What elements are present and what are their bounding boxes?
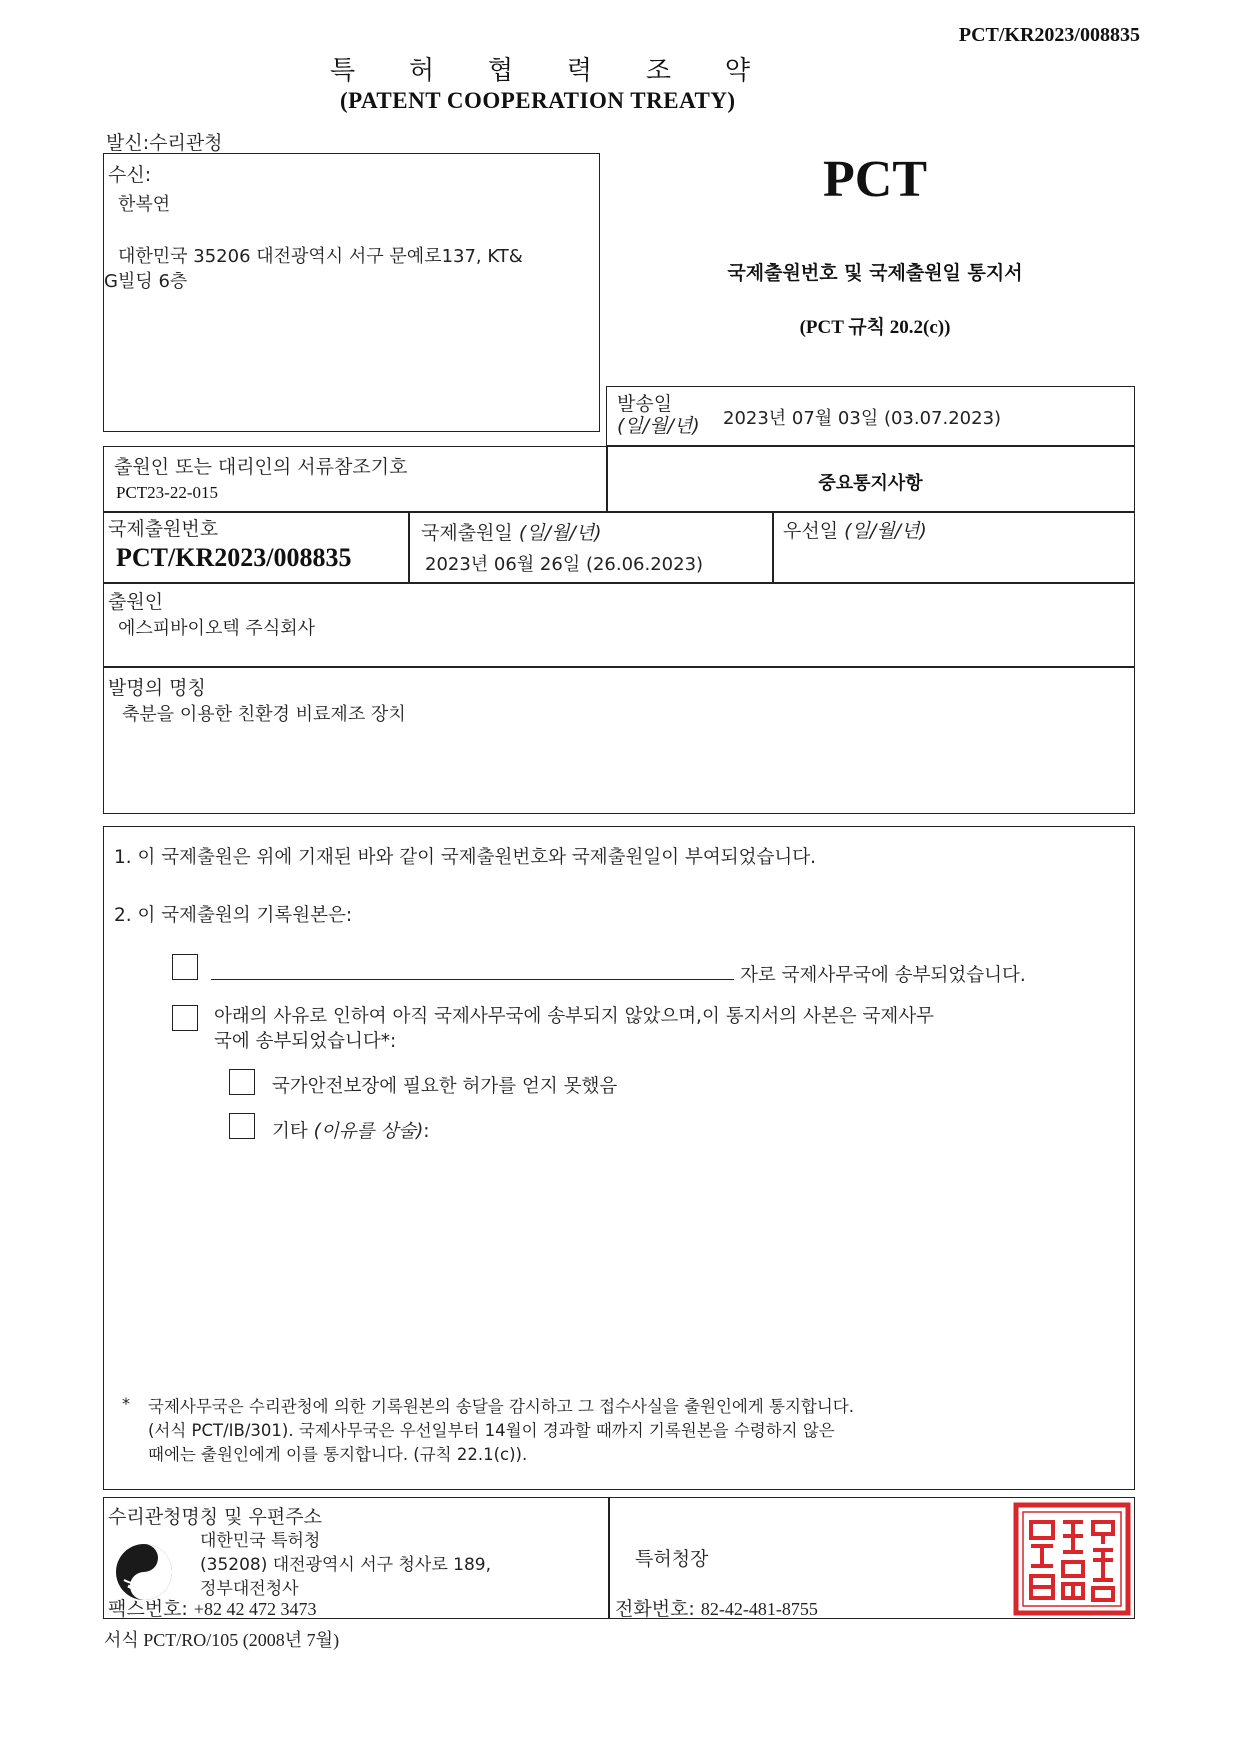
security-reason: 국가안전보장에 필요한 허가를 얻지 못했음 xyxy=(272,1076,618,1097)
other-reason-text: 기타 xyxy=(272,1121,314,1142)
authorized-officer: 특허청장 xyxy=(635,1548,709,1570)
sent-checkbox[interactable] xyxy=(172,954,198,980)
treaty-char: 특 xyxy=(330,56,356,86)
item-1: 1. 이 국제출원은 위에 기재된 바와 같이 국제출원번호와 국제출원일이 부여되었습니다. xyxy=(114,847,816,868)
phone-number: 82-42-481-8755 xyxy=(700,1599,818,1619)
invention-title: 축분을 이용한 친환경 비료제조 장치 xyxy=(122,704,406,725)
other-reason-italic: (이유를 상술) xyxy=(313,1121,424,1142)
mailing-date-format: (일/월/년) xyxy=(617,415,700,437)
recipient-label: 수신: xyxy=(108,164,152,186)
application-number-box xyxy=(103,511,410,584)
official-seal-icon xyxy=(1013,1502,1131,1616)
phone-label xyxy=(615,1594,818,1621)
authorized-officer-box xyxy=(608,1497,1135,1619)
recipient-name: 한복연 xyxy=(118,194,171,215)
treaty-title-en: (PATENT COOPERATION TREATY) xyxy=(340,88,736,113)
priority-date-box xyxy=(772,511,1135,584)
pct-title: PCT xyxy=(823,151,927,208)
doc-number: PCT/KR2023/008835 xyxy=(958,24,1140,46)
invention-box xyxy=(103,666,1135,814)
filing-date-box xyxy=(408,511,774,584)
applicant-box xyxy=(103,582,1135,668)
treaty-char: 조 xyxy=(645,56,671,86)
receiving-office-label: 수리관청명칭 및 우편주소 xyxy=(108,1506,322,1528)
not-sent-text-1: 아래의 사유로 인하여 아직 국제사무국에 송부되지 않았으며,이 통지서의 사본은 국제사무 xyxy=(214,1006,935,1027)
receiving-office-box xyxy=(103,1497,610,1619)
item-2: 2. 이 국제출원의 기록원본은: xyxy=(114,905,353,926)
treaty-char: 약 xyxy=(724,56,750,86)
rule-reference: (PCT 규칙 20.2(c)) xyxy=(799,317,951,338)
footnote-line-3: 때에는 출원인에게 이를 통지합니다. (규칙 22.1(c)). xyxy=(148,1445,528,1464)
notice-title: 국제출원번호 및 국제출원일 통지서 xyxy=(727,262,1023,284)
application-number-label: 국제출원번호 xyxy=(108,518,219,540)
footnote-star: * xyxy=(122,1394,130,1413)
not-sent-text-2: 국에 송부되었습니다*: xyxy=(214,1031,397,1052)
sent-text: 자로 국제사무국에 송부되었습니다. xyxy=(740,965,1026,986)
office-address-1: (35208) 대전광역시 서구 청사로 189, xyxy=(200,1555,492,1575)
form-id: 서식 PCT/RO/105 (2008년 7월) xyxy=(104,1630,340,1650)
filing-date-format: (일/월/년) xyxy=(518,522,602,544)
reference-label: 출원인 또는 대리인의 서류참조기호 xyxy=(114,456,408,478)
priority-date-label-text: 우선일 xyxy=(783,520,839,542)
important-notice-box xyxy=(606,446,1135,513)
filing-date-label-text: 국제출원일 xyxy=(421,522,513,544)
reference-value: PCT23-22-015 xyxy=(116,483,218,502)
reference-box xyxy=(103,446,608,513)
treaty-char: 허 xyxy=(408,56,435,86)
invention-label: 발명의 명칭 xyxy=(108,677,206,699)
filing-date-value: 2023년 06월 26일 (26.06.2023) xyxy=(425,554,704,575)
priority-date-format: (일/월/년) xyxy=(844,520,927,542)
fax-label xyxy=(108,1594,317,1621)
application-number: PCT/KR2023/008835 xyxy=(116,543,352,572)
filing-date-label xyxy=(421,518,602,545)
sent-date-line xyxy=(211,979,734,980)
notice-body-box xyxy=(103,826,1135,1490)
security-checkbox[interactable] xyxy=(229,1069,255,1095)
important-notice: 중요통지사항 xyxy=(818,473,923,494)
fax-number: +82 42 472 3473 xyxy=(193,1599,317,1619)
phone-label-text: 전화번호: xyxy=(615,1598,695,1620)
office-address-2: 정부대전청사 xyxy=(200,1579,299,1599)
footnote-line-2: (서식 PCT/IB/301). 국제사무국은 우선일부터 14월이 경과할 때까지 기록원본을 수령하지 않은 xyxy=(148,1421,835,1440)
applicant-label: 출원인 xyxy=(108,591,164,613)
recipient-address-2: G빌딩 6층 xyxy=(104,271,188,292)
mailing-date-value: 2023년 07월 03일 (03.07.2023) xyxy=(723,408,1002,429)
mailing-date-label: 발송일 xyxy=(617,393,673,415)
treaty-char: 력 xyxy=(566,56,593,86)
mailing-date-box xyxy=(606,386,1135,446)
treaty-title-ko xyxy=(330,50,750,87)
applicant-value: 에스피바이오텍 주식회사 xyxy=(118,618,315,639)
priority-date-label xyxy=(783,516,927,543)
not-sent-checkbox[interactable] xyxy=(172,1005,198,1031)
fax-label-text: 팩스번호: xyxy=(108,1598,188,1620)
other-checkbox[interactable] xyxy=(229,1113,255,1139)
kipo-logo-icon xyxy=(114,1542,174,1602)
other-reason xyxy=(272,1117,430,1143)
treaty-char: 협 xyxy=(487,56,514,86)
recipient-box xyxy=(103,153,600,432)
footnote-line-1: 국제사무국은 수리관청에 의한 기록원본의 송달을 감시하고 그 접수사실을 출원인에게 통지합니다. xyxy=(148,1397,854,1416)
recipient-address-1: 대한민국 35206 대전광역시 서구 문예로137, KT& xyxy=(118,246,523,267)
office-name: 대한민국 특허청 xyxy=(200,1531,321,1551)
sender-label: 발신:수리관청 xyxy=(106,132,223,154)
other-reason-colon: : xyxy=(423,1121,430,1142)
